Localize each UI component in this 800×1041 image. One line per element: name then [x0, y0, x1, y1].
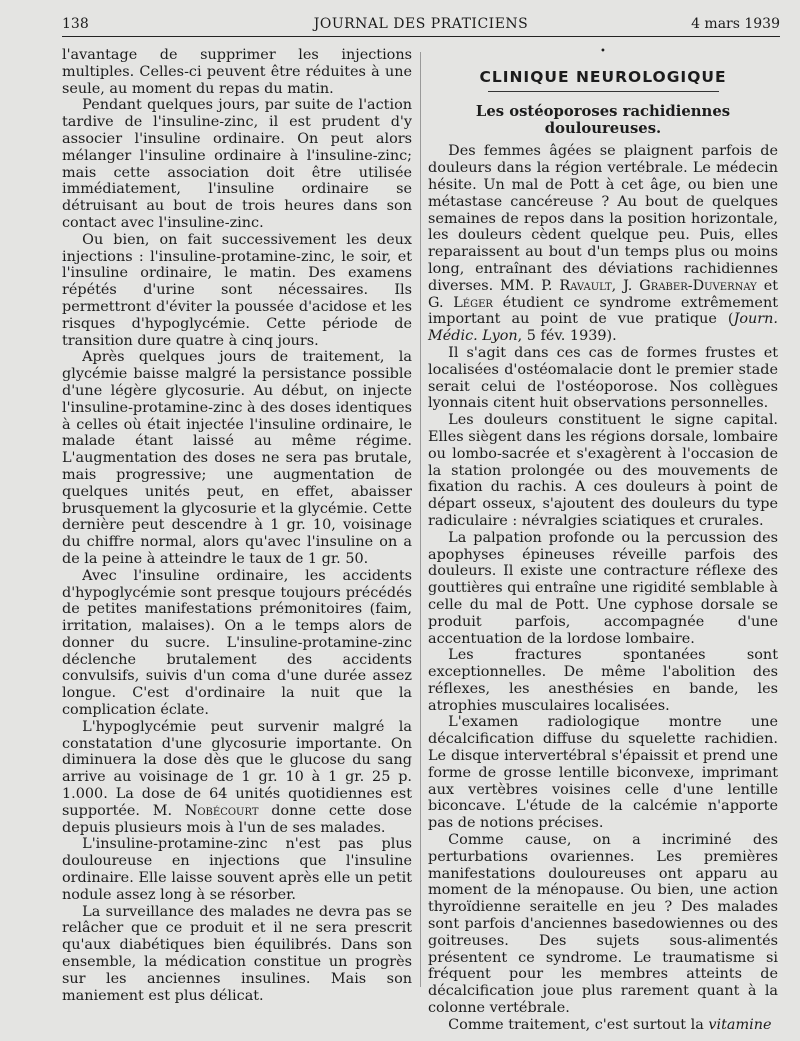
- paragraph: L'insuline-protamine-zinc n'est pas plus douloureuse en injections que l'insuline ordinaire. Elle laisse souvent après elle un petit nodule assez long à se résorber.: [62, 836, 412, 903]
- author-name: Graber-Duvernay: [639, 277, 757, 294]
- author-name: Léger: [453, 294, 493, 311]
- paragraph: La surveillance des malades ne devra pas se relâcher que ce produit et il ne sera prescrit qu'aux diabétiques bien équilibrés. Dans son ensemble, la médication constitue un progrès sur les anciennes insulines. Mais son maniement est plus délicat.: [62, 903, 412, 1004]
- issue-date: 4 mars 1939: [691, 16, 780, 32]
- author-separator: et G.: [428, 277, 779, 311]
- page-number: 138: [62, 16, 89, 32]
- section-title: CLINIQUE NEUROLOGIQUE: [479, 68, 727, 86]
- paragraph: L'examen radiologique montre une décalcification diffuse du squelette rachidien. Le disque intervertébral s'épaissit et prend une forme de grosse lentille biconvexe, imprimant aux vertèbres voisines celle d'une lentille biconcave. L'étude de la calcémie n'apporte pas de notions précises.: [428, 714, 778, 832]
- header-rule: [62, 36, 780, 37]
- paragraph-text: donne cette dose depuis plusieurs mois à l'un de ses malades.: [62, 802, 413, 836]
- paragraph: Avec l'insuline ordinaire, les accidents d'hypoglycémie sont presque toujours précédés de petites manifestations prémonitoires (faim, irritation, malaises). On a le temps alors de donner du sucre. L'insuline-protamine-zinc déclenche brutalement des accidents convulsifs, suivis d'un coma d'une durée assez longue. C'est d'ordinaire la nuit que la complication éclate.: [62, 567, 412, 719]
- paragraph-text: Comme traitement, c'est surtout la: [448, 1016, 704, 1033]
- paragraph-text: étudient ce syndrome extrêmement important au point de vue pratique (: [428, 294, 779, 328]
- left-column: [62, 47, 412, 1004]
- column-divider: [420, 52, 421, 987]
- paragraph: Pendant quelques jours, par suite de l'action tardive de l'insuline-zinc, il est prudent d'y associer l'insuline ordinaire. On peut alors mélanger l'insuline ordinaire à l'insuline-zinc; mais cette association doit être utilisée immédiatement, l'insuline ordinaire se détruisant au bout de trois heures dans son contact avec l'insuline-zinc.: [62, 97, 412, 231]
- paragraph-text: , 5 fév. 1939).: [517, 328, 617, 345]
- author-name: Nobécourt: [184, 802, 259, 819]
- paragraph: l'avantage de supprimer les injections multiples. Celles-ci peuvent être réduites à une seule, au moment du repas du matin.: [62, 47, 412, 97]
- article-title: Les ostéoporoses rachidiennes douloureuses.: [475, 102, 731, 137]
- ornament-dot: •: [600, 46, 606, 57]
- section-rule: [488, 91, 719, 92]
- page-header: [62, 16, 780, 40]
- paragraph-text: Des femmes âgées se plaignent parfois de douleurs dans la région vertébrale. Le médecin hésite. Un mal de Pott à cet âge, ou bien une métastase cancéreuse ? Au bout de quelques semaines de repos dans la position horizontale, les douleurs cèdent quelque peu. Puis, elles reparaissent au bout d'un temps plus ou moins long, entraînant des déviations rachidiennes diverses. MM. P.: [428, 143, 778, 294]
- paragraph: Il s'agit dans ces cas de formes frustes et localisées d'ostéomalacie dont le premier stade serait celui de l'ostéoporose. Nos collègues lyonnais citent huit observations personnelles.: [428, 344, 778, 412]
- right-column: [428, 47, 778, 1034]
- citation: Journ. Médic. Lyon: [428, 311, 778, 345]
- paragraph: Les fractures spontanées sont exceptionnelles. De même l'abolition des réflexes, les anesthésies en bande, les atrophies musculaires localisées.: [428, 647, 778, 714]
- paragraph: Ou bien, on fait successivement les deux injections : l'insuline-protamine-zinc, le soir, et l'insuline ordinaire, le matin. Des examens répétés d'urine sont nécessaires. Ils permettront d'éviter la poussée d'acidose et les risques d'hypoglycémie. Cette période de transition dure quatre à cinq jours.: [62, 231, 412, 349]
- author-separator: , J.: [611, 277, 633, 294]
- paragraph-text: L'hypoglycémie peut survenir malgré la constatation d'une glycosurie importante. On diminuera la dose dès que le glucose du sang arrive au voisinage de 1 gr. 10 à 1 gr. 25 p. 1.000. La dose de 64 unités quotidiennes est supportée. M.: [62, 718, 412, 819]
- paragraph: [62, 719, 412, 837]
- paragraph: Comme cause, on a incriminé des perturbations ovariennes. Les premières manifestations douloureuses ont apparu au moment de la ménopause. Ou bien, une action thyroïdienne seraitelle en jeu ? Des malades sont parfois d'anciennes basedowiennes ou des goitreuses. Des sujets sous-alimentés présentent ce syndrome. Le traumatisme si fréquent pour les membres atteints de décalcification joue plus rarement quant à la colonne vertébrale.: [428, 832, 778, 1017]
- journal-title: JOURNAL DES PRATICIENS: [313, 16, 529, 32]
- author-name: Ravault: [559, 277, 612, 294]
- paragraph: [428, 143, 778, 345]
- paragraph: Les douleurs constituent le signe capital. Elles siègent dans les régions dorsale, lombaire ou lombo-sacrée et s'exagèrent à l'occasion de la station prolongée ou des mouvements de fixation du rachis. A ces douleurs à point de départ osseux, s'ajoutent des douleurs du type radiculaire : névralgies sciatiques et crurales.: [428, 412, 778, 529]
- paragraph-text-italic: vitamine: [708, 1016, 772, 1033]
- paragraph: La palpation profonde ou la percussion des apophyses épineuses réveille parfois des douleurs. Il existe une contracture réflexe des gouttières qui entraîne une rigidité semblable à celle du mal de Pott. Une cyphose dorsale se produit parfois, accompagnée d'une accentuation de la lordose lombaire.: [428, 529, 778, 647]
- paragraph: [428, 1017, 778, 1034]
- paragraph: Après quelques jours de traitement, la glycémie baisse malgré la persistance possible d'une légère glycosurie. Au début, on injecte l'insuline-protamine-zinc à des doses identiques à celles où était injectée l'insuline ordinaire, le malade étant laissé au même régime. L'augmentation des doses ne sera pas brutale, mais progressive; une augmentation de quelques unités peut, en effet, abaisser brusquement la glycosurie et la glycémie. Cette dernière peut descendre à 1 gr. 10, voisinage du chiffre normal, alors qu'avec l'insuline on a de la peine à atteindre le taux de 1 gr. 50.: [62, 349, 412, 567]
